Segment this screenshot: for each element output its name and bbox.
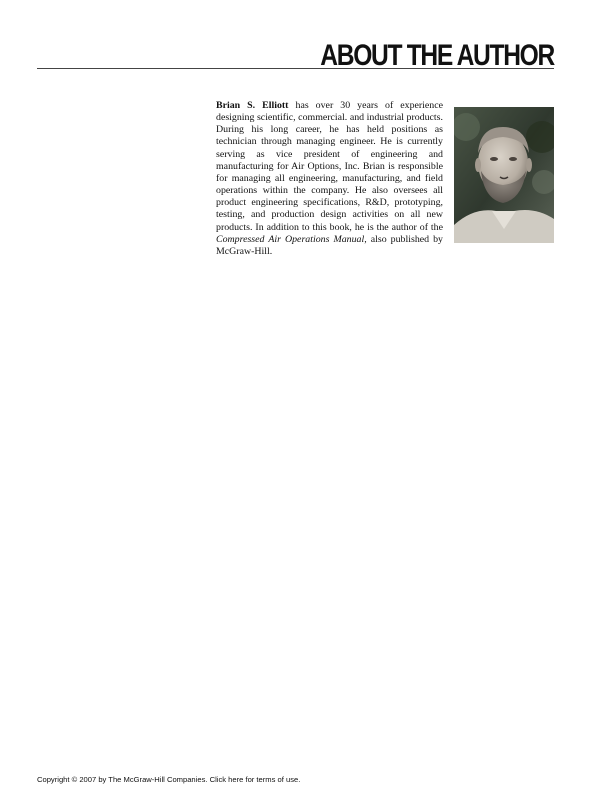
author-bio xyxy=(216,100,443,258)
book-title: Compressed Air Operations Manual xyxy=(216,233,365,245)
author-name: Brian S. Elliott xyxy=(216,100,289,111)
terms-of-use-link[interactable]: Click here for terms of use. xyxy=(209,775,301,784)
bio-text-part-1: has over 30 years of experience designing scientific, commercial. and industrial products. During his long career, he has held positions as technician through managing engineer. He is currently serving as vice president of engineering and manufacturing for Air Options, Inc. Brian is responsible for managing all engineering, manufacturing, and field operations within the company. He also oversees all product engineering specifications, R&D, prototyping, testing, and production design activities on all new products. In addition to this book, he is the author of the xyxy=(216,100,444,233)
author-photo xyxy=(454,107,554,243)
footer xyxy=(37,775,300,784)
copyright-text: Copyright © 2007 by The McGraw-Hill Companies. xyxy=(37,775,210,784)
bio-text-part-2: , also published by McGraw-Hill. xyxy=(216,233,443,257)
title-rule xyxy=(37,68,554,69)
page-title: ABOUT THE AUTHOR xyxy=(320,39,554,72)
